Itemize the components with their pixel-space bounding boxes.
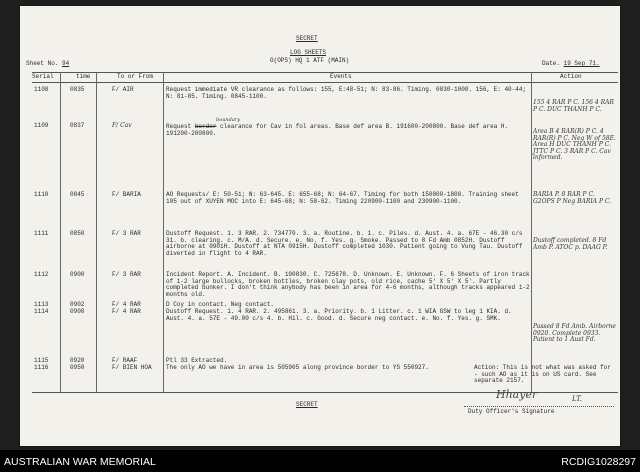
entry-events: Request immediate VR clearance as follows: 155, E:48-51; N: 83-86. Timing. 0830-1000. 156, E: 40-44; N: 81-85. Timing. 0845-1100.	[166, 86, 527, 100]
signature-label: Duty Officer's Signature	[468, 408, 555, 415]
sheet-number	[26, 61, 69, 68]
date-label: Date.	[542, 60, 561, 67]
entry-events: Dustoff Request. 1. 4 RAR. 2. 495861. 3. a. Priority. b. 1 Litter. c. 1 WIA GSW to leg 1 KIA. d. Aust. 4. a. 57E - 49.00 c/s 4. b. Hil. c. Good. d. Secure neg contact. e. No. f. Yes. g. SMK.	[166, 308, 512, 322]
events-text: Request	[166, 123, 192, 130]
entry-events: AO Requests/ E: 50-51; N: 63-645. E: 655-68; N: 64-67. Timing for both 150800-1800. Training sheet 105 out of XUYEN MOC into E: 645-68; N: 58-62. Timing 220900-1100 and 230900-1100.	[166, 191, 519, 205]
entry-serial: 1114	[34, 308, 49, 315]
entry-time: 0900	[70, 271, 85, 278]
entry-from: F/ RAAF	[112, 357, 138, 364]
col-serial: Serial	[32, 73, 54, 80]
signature: Hhayer	[496, 388, 538, 401]
sheet-subtitle: G(OPS) HQ 1 ATF (MAIN)	[270, 57, 350, 64]
signature-line	[464, 406, 614, 407]
entry-from: F/ 4 RAR	[112, 301, 141, 308]
entry-from: F/ 4 RAR	[112, 308, 141, 315]
divider-time	[96, 72, 97, 392]
archive-name: AUSTRALIAN WAR MEMORIAL	[4, 456, 156, 468]
sheet-title: LOG SHEETS	[290, 49, 327, 56]
sheet-number-label: Sheet No.	[26, 60, 59, 67]
divider-serial	[60, 72, 61, 392]
divider-action	[531, 72, 532, 392]
col-action: Action	[560, 73, 582, 80]
log-sheet-page	[20, 6, 620, 446]
entry-time: 0902	[70, 301, 85, 308]
entry-time: 0845	[70, 191, 85, 198]
entry-action: Action: This is not what was asked for - such AO as it is on US card. See separate 2157.	[474, 364, 611, 385]
entry-events: The only AO we have in area is 505905 along province border to YS 550927.	[166, 364, 429, 371]
entry-events: Incident Report. A. Incident. B. 190830. C. 725678. D. Unknown. E. Unknown. F. 6 Sheets of iron track of 1-2 large bullocks, broken bottles, broken clay pots, old rice, cache 5' X 5' X 5'. Partly completed bunker. I don't think anybody has been in area for 4-6 months, although tracks appeared 1-2 months old.	[166, 271, 530, 298]
entry-from: F/ 3 RAR	[112, 271, 141, 278]
entry-action: Dustoff completed. 8 Fd Amb P. ATOC p. DAAG P.	[533, 237, 608, 251]
entry-serial: 1113	[34, 301, 49, 308]
signature-suffix: LT.	[572, 395, 582, 403]
entry-from: F/ BARIA	[112, 191, 141, 198]
entry-from: F/ AIR	[112, 86, 134, 93]
entry-serial: 1109	[34, 122, 49, 129]
entry-events: Ptl 33 Extracted.	[166, 357, 228, 364]
entry-from: F/ 3 RAR	[112, 230, 141, 237]
entry-action: BARIA P. 8 RAR P C. G2OPS P Neg BARIA P C.	[533, 191, 612, 205]
entry-events: D Coy in contact. Neg contact.	[166, 301, 275, 308]
entry-serial: 1115	[34, 357, 49, 364]
entry-from: F/ Cav	[112, 122, 132, 129]
entry-serial: 1108	[34, 86, 49, 93]
entry-events	[166, 124, 531, 137]
handwritten-insert: boundary	[216, 117, 241, 123]
entry-events: Dustoff Request. 1. 3 RAR. 2. 734770. 3. a. Routine. b. 1. c. Piles. d. Aust. 4. a. 67E - 46.30 c/s 31. b. clearing. c. M/A. d. Secure. e. No. f. Yes. g. Smoke. Passed to 8 Fd Amb 0852H. Dustoff airborne at 0901H. Dustoff at NTA 0915H. Dustoff completed 1030. Patient going to Vung Tau. Dustoff diverted in flight to 4 RAR.	[166, 230, 523, 257]
entry-time: 0837	[70, 122, 85, 129]
entry-time: 0835	[70, 86, 85, 93]
entry-from: F/ BIEN HOA	[112, 364, 152, 371]
entry-serial: 1111	[34, 230, 49, 237]
entry-action: 155 4 RAR P C. 156 4 RAR P C. DUC THANH P C.	[533, 99, 614, 113]
entry-action: Area B 4 RAR(R) P C. 4 RAR(R) P C. Neg W of 58E. Area H DUC THANH P C. JTTC P C. 3 RAR P C. Cav informed.	[533, 128, 616, 162]
entry-time: 0920	[70, 357, 85, 364]
entry-time: 0950	[70, 364, 85, 371]
struck-word: border	[194, 123, 217, 130]
classification-bottom: SECRET	[296, 401, 318, 408]
events-text: clearance for Cav in fol areas. Base def area B. 191600-200800. Base def area H. 191200-200800.	[166, 123, 509, 137]
entry-action: Passed 8 Fd Amb. Airborne 0920. Complete 0933. Patient to 1 Aust Fd.	[533, 323, 616, 344]
divider-from	[163, 72, 164, 392]
entry-serial: 1116	[34, 364, 49, 371]
classification-top: SECRET	[296, 35, 318, 42]
sheet-number-value: 94	[62, 60, 70, 67]
archive-caption-bar	[0, 450, 640, 472]
entry-serial: 1112	[34, 271, 49, 278]
col-events: Events	[330, 73, 352, 80]
date-value: 19 Sep 71.	[563, 60, 600, 67]
entry-time: 0908	[70, 308, 85, 315]
col-time: time	[76, 73, 91, 80]
sheet-date	[542, 61, 600, 68]
entry-serial: 1110	[34, 191, 49, 198]
entry-time: 0850	[70, 230, 85, 237]
archive-id: RCDIG1028297	[561, 456, 636, 468]
col-to-from: To or From	[117, 73, 154, 80]
